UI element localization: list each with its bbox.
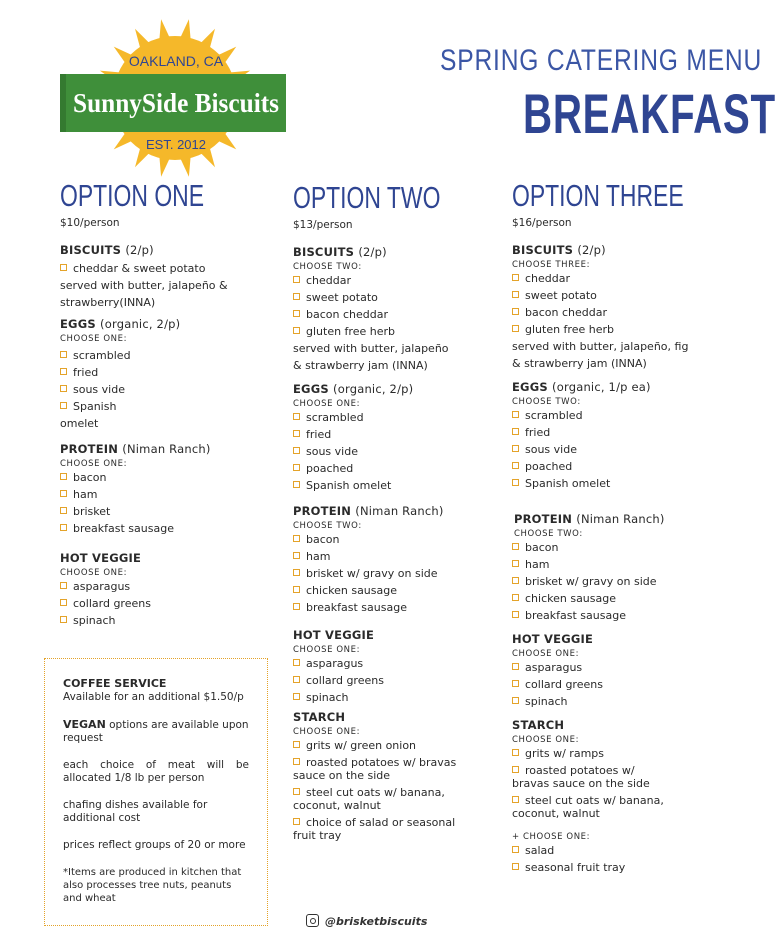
section-eggs: EGGS (organic, 2/p)	[293, 382, 414, 396]
list-item: asparagus	[293, 655, 493, 672]
choose-label: CHOOSE TWO:	[512, 397, 581, 407]
list-item: salad	[512, 842, 712, 859]
checkbox-icon	[512, 274, 519, 281]
checkbox-icon	[293, 603, 300, 610]
list-item: spinach	[512, 693, 712, 710]
list-item: roasted potatoes w/ bravas sauce on the side	[293, 756, 457, 782]
list-item: chicken sausage	[512, 590, 712, 607]
checkbox-icon	[512, 680, 519, 687]
checkbox-icon	[512, 863, 519, 870]
checkbox-icon	[60, 385, 67, 392]
served-with-text: served with butter, jalapeño & strawberry(INNA)	[60, 279, 228, 309]
checkbox-icon	[293, 758, 300, 765]
list-item: sous vide	[60, 381, 270, 398]
checkbox-icon	[60, 490, 67, 497]
checkbox-icon	[60, 264, 67, 271]
list-item: grits w/ green onion	[293, 737, 493, 754]
list-item: poached	[293, 460, 493, 477]
section-biscuits: BISCUITS (2/p)	[293, 245, 387, 259]
checkbox-icon	[293, 310, 300, 317]
sun-ray	[180, 19, 191, 40]
section-biscuits: BISCUITS (2/p)	[60, 243, 154, 257]
served-with-text: served with butter, jalapeño, fig & strawberry jam (INNA)	[512, 340, 689, 370]
list-item: bacon	[293, 531, 493, 548]
list-item: asparagus	[60, 578, 270, 595]
checkbox-icon	[512, 663, 519, 670]
checkbox-icon	[293, 464, 300, 471]
checkbox-icon	[60, 402, 67, 409]
checkbox-icon	[512, 749, 519, 756]
checkbox-icon	[512, 479, 519, 486]
vegan-note: VEGAN options are available upon request	[63, 718, 249, 744]
checkbox-icon	[60, 582, 67, 589]
sun-ray	[180, 156, 191, 177]
checkbox-icon	[60, 351, 67, 358]
choose-label: CHOOSE ONE:	[60, 568, 128, 578]
logo-name: SunnySide Biscuits	[73, 88, 279, 118]
checkbox-icon	[60, 599, 67, 606]
checkbox-icon	[512, 611, 519, 618]
coffee-service: COFFEE SERVICE Available for an additional $1.50/p	[63, 677, 244, 703]
choose-label: CHOOSE ONE:	[293, 399, 361, 409]
list-item: scrambled	[293, 409, 493, 426]
checkbox-icon	[60, 616, 67, 623]
checkbox-icon	[293, 659, 300, 666]
checkbox-icon	[512, 308, 519, 315]
checkbox-icon	[293, 293, 300, 300]
checkbox-icon	[293, 327, 300, 334]
choose-label: CHOOSE TWO:	[514, 529, 583, 539]
list-item: sweet potato	[293, 289, 493, 306]
list-item: ham	[293, 548, 493, 565]
menu-title: BREAKFAST	[523, 82, 776, 145]
checkbox-icon	[512, 462, 519, 469]
checkbox-icon	[512, 445, 519, 452]
checkbox-icon	[293, 693, 300, 700]
section-hot-veggie: HOT VEGGIE	[512, 632, 594, 646]
checkbox-icon	[60, 473, 67, 480]
section-protein: PROTEIN (Niman Ranch)	[60, 442, 211, 456]
list-item: roasted potatoes w/ bravas sauce on the side	[512, 764, 650, 790]
checkbox-icon	[293, 676, 300, 683]
list-item: Spanish omelet	[293, 477, 493, 494]
list-item: breakfast sausage	[512, 607, 712, 624]
checkbox-icon	[512, 796, 519, 803]
list-item: fried	[512, 424, 712, 441]
checkbox-icon	[512, 560, 519, 567]
checkbox-icon	[293, 569, 300, 576]
checkbox-icon	[293, 818, 300, 825]
list-item: choice of salad or seasonal fruit tray	[293, 816, 456, 842]
sun-ray	[159, 156, 170, 177]
chafing-note: chafing dishes available for additional cost	[63, 799, 208, 824]
list-item: chicken sausage	[293, 582, 493, 599]
info-box	[44, 658, 268, 926]
choose-label: CHOOSE ONE:	[60, 334, 128, 344]
choose-label: CHOOSE ONE:	[512, 649, 580, 659]
choose-label: CHOOSE ONE:	[293, 645, 361, 655]
checkbox-icon	[293, 413, 300, 420]
list-item: breakfast sausage	[293, 599, 493, 616]
option-price: $16/person	[512, 217, 572, 229]
list-item: ham	[60, 486, 270, 503]
meat-note: each choice of meat will be allocated 1/8 lb per person	[63, 759, 249, 784]
list-item: steel cut oats w/ banana, coconut, walnut	[512, 794, 664, 820]
list-item: brisket	[60, 503, 270, 520]
list-item: bacon cheddar	[293, 306, 493, 323]
checkbox-icon	[512, 325, 519, 332]
list-item: cheddar	[293, 272, 493, 289]
checkbox-icon	[293, 552, 300, 559]
checkbox-icon	[293, 276, 300, 283]
logo-est: EST. 2012	[146, 137, 206, 152]
section-eggs: EGGS (organic, 2/p)	[60, 317, 181, 331]
option-title: OPTION ONE	[60, 178, 205, 213]
list-item: grits w/ ramps	[512, 745, 712, 762]
choose-label: CHOOSE ONE:	[512, 735, 580, 745]
section-hot-veggie: HOT VEGGIE	[60, 551, 142, 565]
list-item: bacon	[60, 469, 270, 486]
option-title: OPTION TWO	[293, 180, 441, 215]
checkbox-icon	[60, 368, 67, 375]
checkbox-icon	[293, 586, 300, 593]
list-item: sous vide	[293, 443, 493, 460]
section-starch: STARCH	[293, 710, 346, 724]
list-item: collard greens	[512, 676, 712, 693]
option-two-column	[293, 182, 493, 846]
choose-label: CHOOSE ONE:	[293, 727, 361, 737]
list-item: bacon cheddar	[512, 304, 712, 321]
list-item: cheddar & sweet potato	[60, 260, 270, 277]
checkbox-icon	[512, 846, 519, 853]
list-item: gluten free herb	[512, 321, 712, 338]
list-item: Spanish omelet	[512, 475, 712, 492]
list-item: breakfast sausage	[60, 520, 270, 537]
list-item: scrambled	[512, 407, 712, 424]
section-biscuits: BISCUITS (2/p)	[512, 243, 606, 257]
option-price: $13/person	[293, 219, 353, 231]
choose-label: CHOOSE TWO:	[293, 521, 362, 531]
instagram-icon	[306, 914, 319, 927]
served-with-text: served with butter, jalapeño & strawberry jam (INNA)	[293, 342, 449, 372]
groups-note: prices reflect groups of 20 or more	[63, 839, 246, 851]
list-item: gluten free herb	[293, 323, 493, 340]
checkbox-icon	[512, 594, 519, 601]
sun-ray	[159, 19, 170, 40]
list-item: spinach	[60, 612, 270, 629]
list-item: collard greens	[60, 595, 270, 612]
checkbox-icon	[293, 535, 300, 542]
list-item: spinach	[293, 689, 493, 706]
list-item: bacon	[512, 539, 712, 556]
option-price: $10/person	[60, 217, 120, 229]
choose-label: CHOOSE ONE:	[60, 459, 128, 469]
list-item: seasonal fruit tray	[512, 859, 712, 876]
checkbox-icon	[512, 697, 519, 704]
checkbox-icon	[60, 524, 67, 531]
list-item: brisket w/ gravy on side	[512, 573, 712, 590]
logo-top-text: OAKLAND, CA	[128, 53, 224, 69]
checkbox-icon	[60, 507, 67, 514]
list-item: ham	[512, 556, 712, 573]
option-three-column	[512, 180, 712, 876]
section-hot-veggie: HOT VEGGIE	[293, 628, 375, 642]
checkbox-icon	[293, 481, 300, 488]
checkbox-icon	[512, 766, 519, 773]
choose-label: CHOOSE TWO:	[293, 262, 362, 272]
checkbox-icon	[512, 428, 519, 435]
list-item: steel cut oats w/ banana, coconut, walnut	[293, 786, 445, 812]
checkbox-icon	[293, 430, 300, 437]
checkbox-icon	[293, 447, 300, 454]
checkbox-icon	[293, 741, 300, 748]
section-eggs: EGGS (organic, 1/p ea)	[512, 380, 651, 394]
checkbox-icon	[512, 291, 519, 298]
list-item: Spanish omelet	[60, 400, 117, 430]
list-item: poached	[512, 458, 712, 475]
list-item: scrambled	[60, 347, 270, 364]
list-item: collard greens	[293, 672, 493, 689]
section-protein: PROTEIN (Niman Ranch)	[514, 512, 665, 526]
sunnyside-logo	[60, 14, 300, 184]
list-item: cheddar	[512, 270, 712, 287]
list-item: brisket w/ gravy on side	[293, 565, 493, 582]
option-one-column	[60, 180, 270, 629]
option-title: OPTION THREE	[512, 178, 684, 213]
instagram-handle[interactable]: @brisketbiscuits	[306, 914, 427, 928]
checkbox-icon	[512, 543, 519, 550]
list-item: sous vide	[512, 441, 712, 458]
list-item: fried	[293, 426, 493, 443]
list-item: fried	[60, 364, 270, 381]
section-starch: STARCH	[512, 718, 565, 732]
choose-label: CHOOSE THREE:	[512, 260, 591, 270]
list-item: sweet potato	[512, 287, 712, 304]
checkbox-icon	[512, 411, 519, 418]
section-protein: PROTEIN (Niman Ranch)	[293, 504, 444, 518]
checkbox-icon	[293, 788, 300, 795]
choose-label: + CHOOSE ONE:	[512, 832, 591, 842]
checkbox-icon	[512, 577, 519, 584]
menu-subtitle: SPRING CATERING MENU	[440, 44, 763, 77]
list-item: asparagus	[512, 659, 712, 676]
allergen-note: *Items are produced in kitchen that also processes tree nuts, peanuts and wheat	[63, 867, 242, 904]
